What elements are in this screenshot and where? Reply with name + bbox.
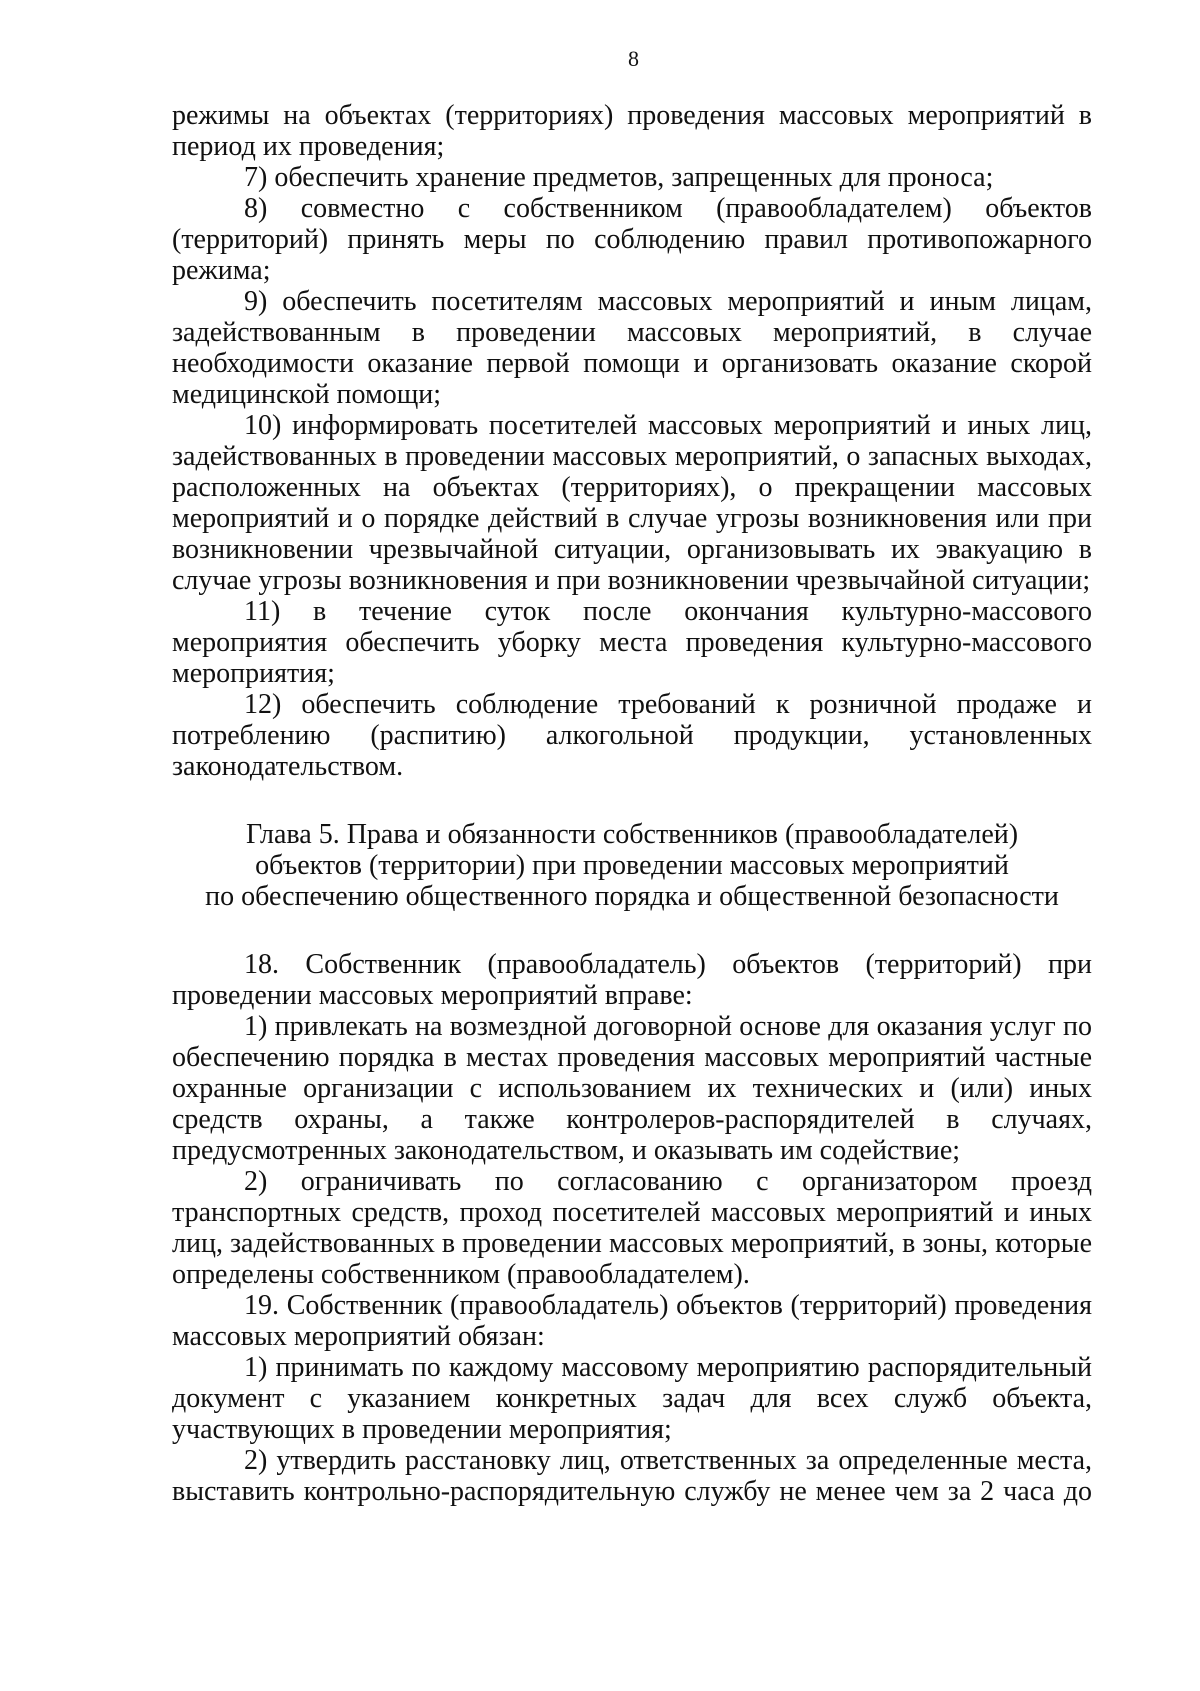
page-number: 8 bbox=[628, 46, 639, 71]
paragraph-18-item-2: 2) ограничивать по согласованию с организатором проезд транспортных средств, проход посетителей массовых мероприятий и иных лиц, задействованных в проведении массовых мероприятий, в зоны, которые определены собственником (правообладателем). bbox=[172, 1166, 1092, 1290]
paragraph-item-8: 8) совместно с собственником (правообладателем) объектов (территорий) принять меры по соблюдению правил противопожарного режима; bbox=[172, 193, 1092, 286]
paragraph-continuation: режимы на объектах (территориях) проведения массовых мероприятий в период их проведения; bbox=[172, 100, 1092, 162]
document-body bbox=[172, 100, 1092, 1507]
paragraph-19-item-2: 2) утвердить расстановку лиц, ответственных за определенные места, выставить контрольно-распорядительную службу не менее чем за 2 часа до bbox=[172, 1445, 1092, 1507]
paragraph-18: 18. Собственник (правообладатель) объектов (территорий) при проведении массовых мероприятий вправе: bbox=[172, 949, 1092, 1011]
chapter-heading-line: Глава 5. Права и обязанности собственников (правообладателей) bbox=[245, 819, 1019, 850]
paragraph-19-item-1: 1) принимать по каждому массовому мероприятию распорядительный документ с указанием конкретных задач для всех служб объекта, участвующих в проведении мероприятия; bbox=[172, 1352, 1092, 1445]
paragraph-item-7: 7) обеспечить хранение предметов, запрещенных для проноса; bbox=[244, 162, 994, 193]
paragraph-18-item-1: 1) привлекать на возмездной договорной основе для оказания услуг по обеспечению порядка в местах проведения массовых мероприятий частные охранные организации с использованием их технических и (или) иных средств охраны, а также контролеров-распорядителей в случаях, предусмотренных законодательством, и оказывать им содействие; bbox=[172, 1011, 1092, 1166]
chapter-heading bbox=[172, 819, 1092, 912]
paragraph-19: 19. Собственник (правообладатель) объектов (территорий) проведения массовых мероприятий обязан: bbox=[172, 1290, 1092, 1352]
paragraph-item-10: 10) информировать посетителей массовых мероприятий и иных лиц, задействованных в проведении массовых мероприятий, о запасных выходах, расположенных на объектах (территориях), о прекращении массовых мероприятий и о порядке действий в случае угрозы возникновения или при возникновении чрезвычайной ситуации, организовывать их эвакуацию в случае угрозы возникновения и при возникновении чрезвычайной ситуации; bbox=[172, 410, 1092, 596]
paragraph-item-12: 12) обеспечить соблюдение требований к розничной продаже и потреблению (распитию) алкогольной продукции, установленных законодательством. bbox=[172, 689, 1092, 782]
chapter-heading-line: объектов (территории) при проведении массовых мероприятий bbox=[255, 850, 1009, 881]
paragraph-item-11: 11) в течение суток после окончания культурно-массового мероприятия обеспечить уборку места проведения культурно-массового мероприятия; bbox=[172, 596, 1092, 689]
chapter-heading-line: по обеспечению общественного порядка и общественной безопасности bbox=[205, 881, 1059, 912]
paragraph-item-9: 9) обеспечить посетителям массовых мероприятий и иным лицам, задействованным в проведении массовых мероприятий, в случае необходимости оказание первой помощи и организовать оказание скорой медицинской помощи; bbox=[172, 286, 1092, 410]
